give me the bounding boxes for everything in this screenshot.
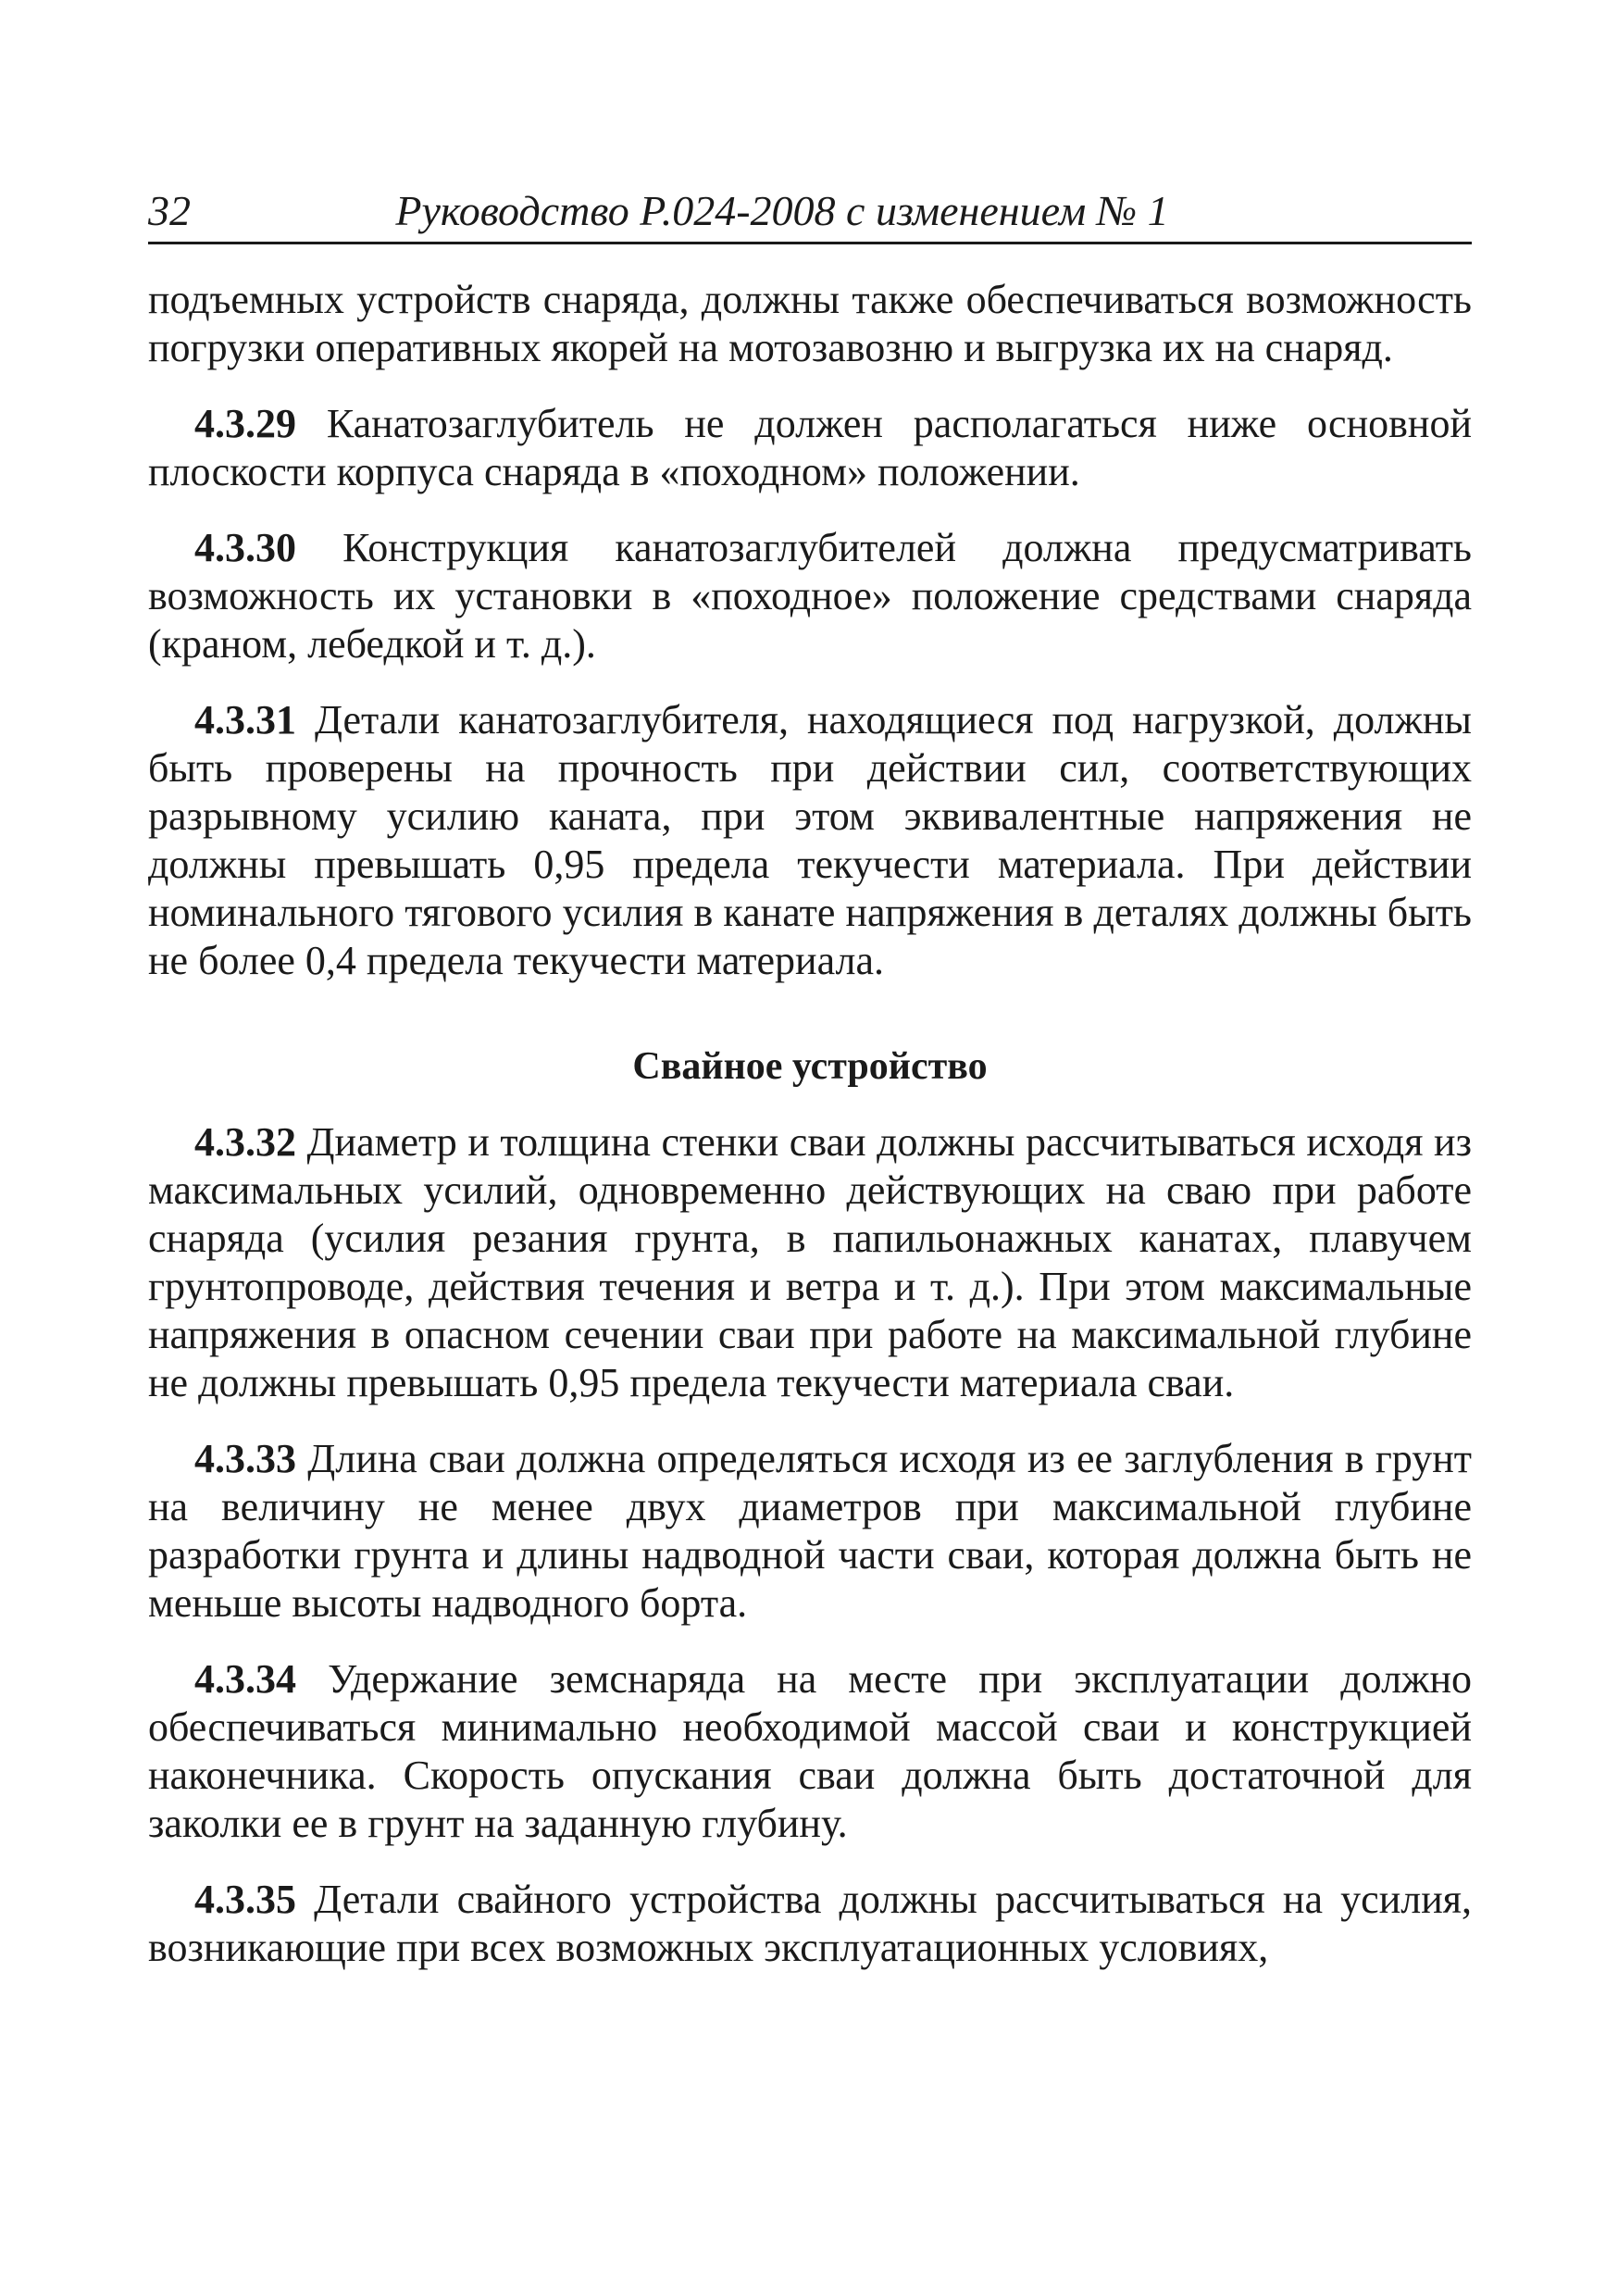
clause-4-3-31 — [148, 696, 1472, 985]
clause-4-3-34 — [148, 1655, 1472, 1848]
clause-number: 4.3.31 — [194, 697, 296, 742]
document-body — [148, 276, 1472, 1972]
clause-number: 4.3.35 — [194, 1877, 296, 1922]
clause-text: Детали канатозаглубителя, находящиеся под нагрузкой, должны быть проверены на прочность при действии сил, соответствующих разрывному усилию каната, при этом эквивалентные напряжения не должны превышать 0,95 предела текучести материала. При действии номинального тягового усилия в канате напряжения в деталях должны быть не более 0,4 предела текучести материала. — [148, 697, 1472, 983]
clause-number: 4.3.32 — [194, 1119, 296, 1165]
clause-number: 4.3.34 — [194, 1656, 296, 1702]
clause-text: Удержание земснаряда на месте при эксплуатации должно обеспечиваться минимально необходимой массой сваи и конструкцией наконечника. Скорость опускания сваи должна быть достаточной для заколки ее в грунт на заданную глубину. — [148, 1656, 1472, 1846]
page-header — [148, 187, 1472, 244]
clause-text: Длина сваи должна определяться исходя из ее заглубления в грунт на величину не менее двух диаметров при максимальной глубине разработки грунта и длины надводной части сваи, которая должна быть не меньше высоты надводного борта. — [148, 1436, 1472, 1626]
clause-text: Диаметр и толщина стенки сваи должны рассчитываться исходя из максимальных усилий, одновременно действующих на сваю при работе снаряда (усилия резания грунта, в папильонажных канатах, плавучем грунтопроводе, действия течения и ветра и т. д.). При этом максимальные напряжения в опасном сечении сваи при работе на максимальной глубине не должны превышать 0,95 предела текучести материала сваи. — [148, 1119, 1472, 1405]
clause-number: 4.3.29 — [194, 401, 296, 446]
clause-4-3-33 — [148, 1435, 1472, 1628]
document-page — [148, 187, 1472, 2000]
clause-4-3-30 — [148, 524, 1472, 668]
section-heading: Свайное устройство — [632, 1045, 988, 1088]
clause-4-3-29 — [148, 400, 1472, 496]
clause-text: Канатозаглубитель не должен располагаться ниже основной плоскости корпуса снаряда в «походном» положении. — [148, 401, 1472, 494]
running-title: Руководство Р.024-2008 с изменением № 1 — [395, 187, 1169, 234]
clause-number: 4.3.30 — [194, 525, 296, 570]
clause-text: Детали свайного устройства должны рассчитываться на усилия, возникающие при всех возможных эксплуатационных условиях, — [148, 1877, 1472, 1970]
clause-4-3-35 — [148, 1876, 1472, 1972]
clause-text: Конструкция канатозаглубителей должна предусматривать возможность их установки в «походное» положение средствами снаряда (краном, лебедкой и т. д.). — [148, 525, 1472, 667]
page-number: 32 — [148, 187, 191, 234]
paragraph-continuation: подъемных устройств снаряда, должны также обеспечиваться возможность погрузки оперативных якорей на мотозавозню и выгрузка их на снаряд. — [148, 277, 1472, 370]
clause-number: 4.3.33 — [194, 1436, 296, 1481]
clause-4-3-32 — [148, 1118, 1472, 1407]
